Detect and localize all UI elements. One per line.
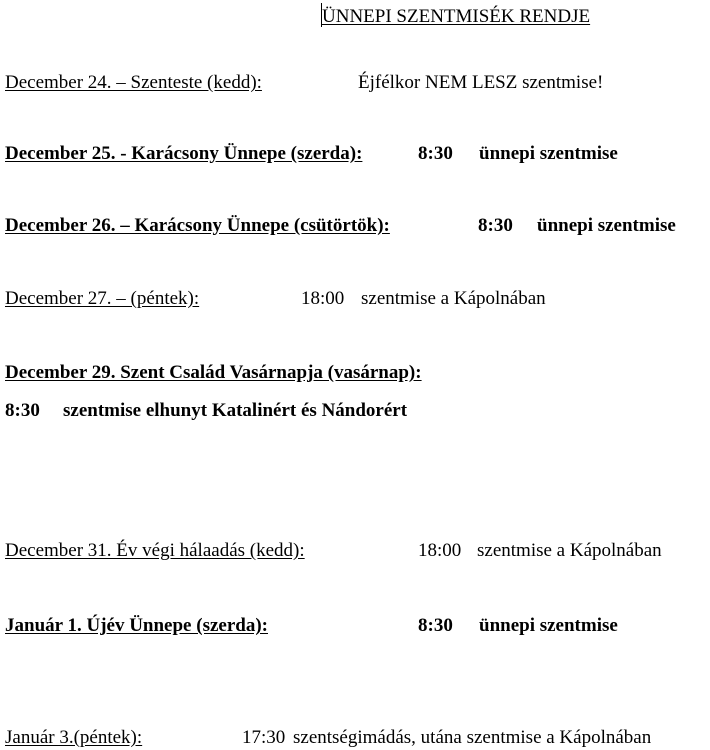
entry-detail-dec29: szentmise elhunyt Katalinért és Nándorért <box>63 400 408 421</box>
entry-label-dec31: December 31. Év végi hálaadás (kedd): <box>5 540 305 561</box>
page-title: ÜNNEPI SZENTMISÉK RENDJE <box>322 6 591 27</box>
entry-label-dec26: December 26. – Karácsony Ünnepe (csütörtök): <box>5 215 390 236</box>
entry-label-dec27: December 27. – (péntek): <box>5 288 200 309</box>
entry-detail-jan3: szentségimádás, utána szentmise a Kápolnában <box>293 727 652 748</box>
entry-time-dec25: 8:30 <box>418 143 453 164</box>
entry-detail-dec24: Éjfélkor NEM LESZ szentmise! <box>358 72 604 93</box>
entry-time-jan1: 8:30 <box>418 615 453 636</box>
entry-label-dec24: December 24. – Szenteste (kedd): <box>5 72 262 93</box>
entry-time-dec29: 8:30 <box>5 400 40 421</box>
entry-detail-dec26: ünnepi szentmise <box>537 215 676 236</box>
entry-time-dec26: 8:30 <box>478 215 513 236</box>
entry-label-dec25: December 25. - Karácsony Ünnepe (szerda): <box>5 143 363 164</box>
entry-detail-dec27: szentmise a Kápolnában <box>361 288 546 309</box>
entry-label-jan3: Január 3.(péntek): <box>5 727 143 748</box>
entry-label-jan1: Január 1. Újév Ünnepe (szerda): <box>5 615 268 636</box>
entry-label-dec29: December 29. Szent Család Vasárnapja (vasárnap): <box>5 362 422 383</box>
entry-time-dec27: 18:00 <box>301 288 345 309</box>
entry-time-jan3: 17:30 <box>242 727 286 748</box>
entry-detail-dec31: szentmise a Kápolnában <box>477 540 662 561</box>
entry-detail-jan1: ünnepi szentmise <box>479 615 618 636</box>
entry-time-dec31: 18:00 <box>418 540 462 561</box>
entry-detail-dec25: ünnepi szentmise <box>479 143 618 164</box>
